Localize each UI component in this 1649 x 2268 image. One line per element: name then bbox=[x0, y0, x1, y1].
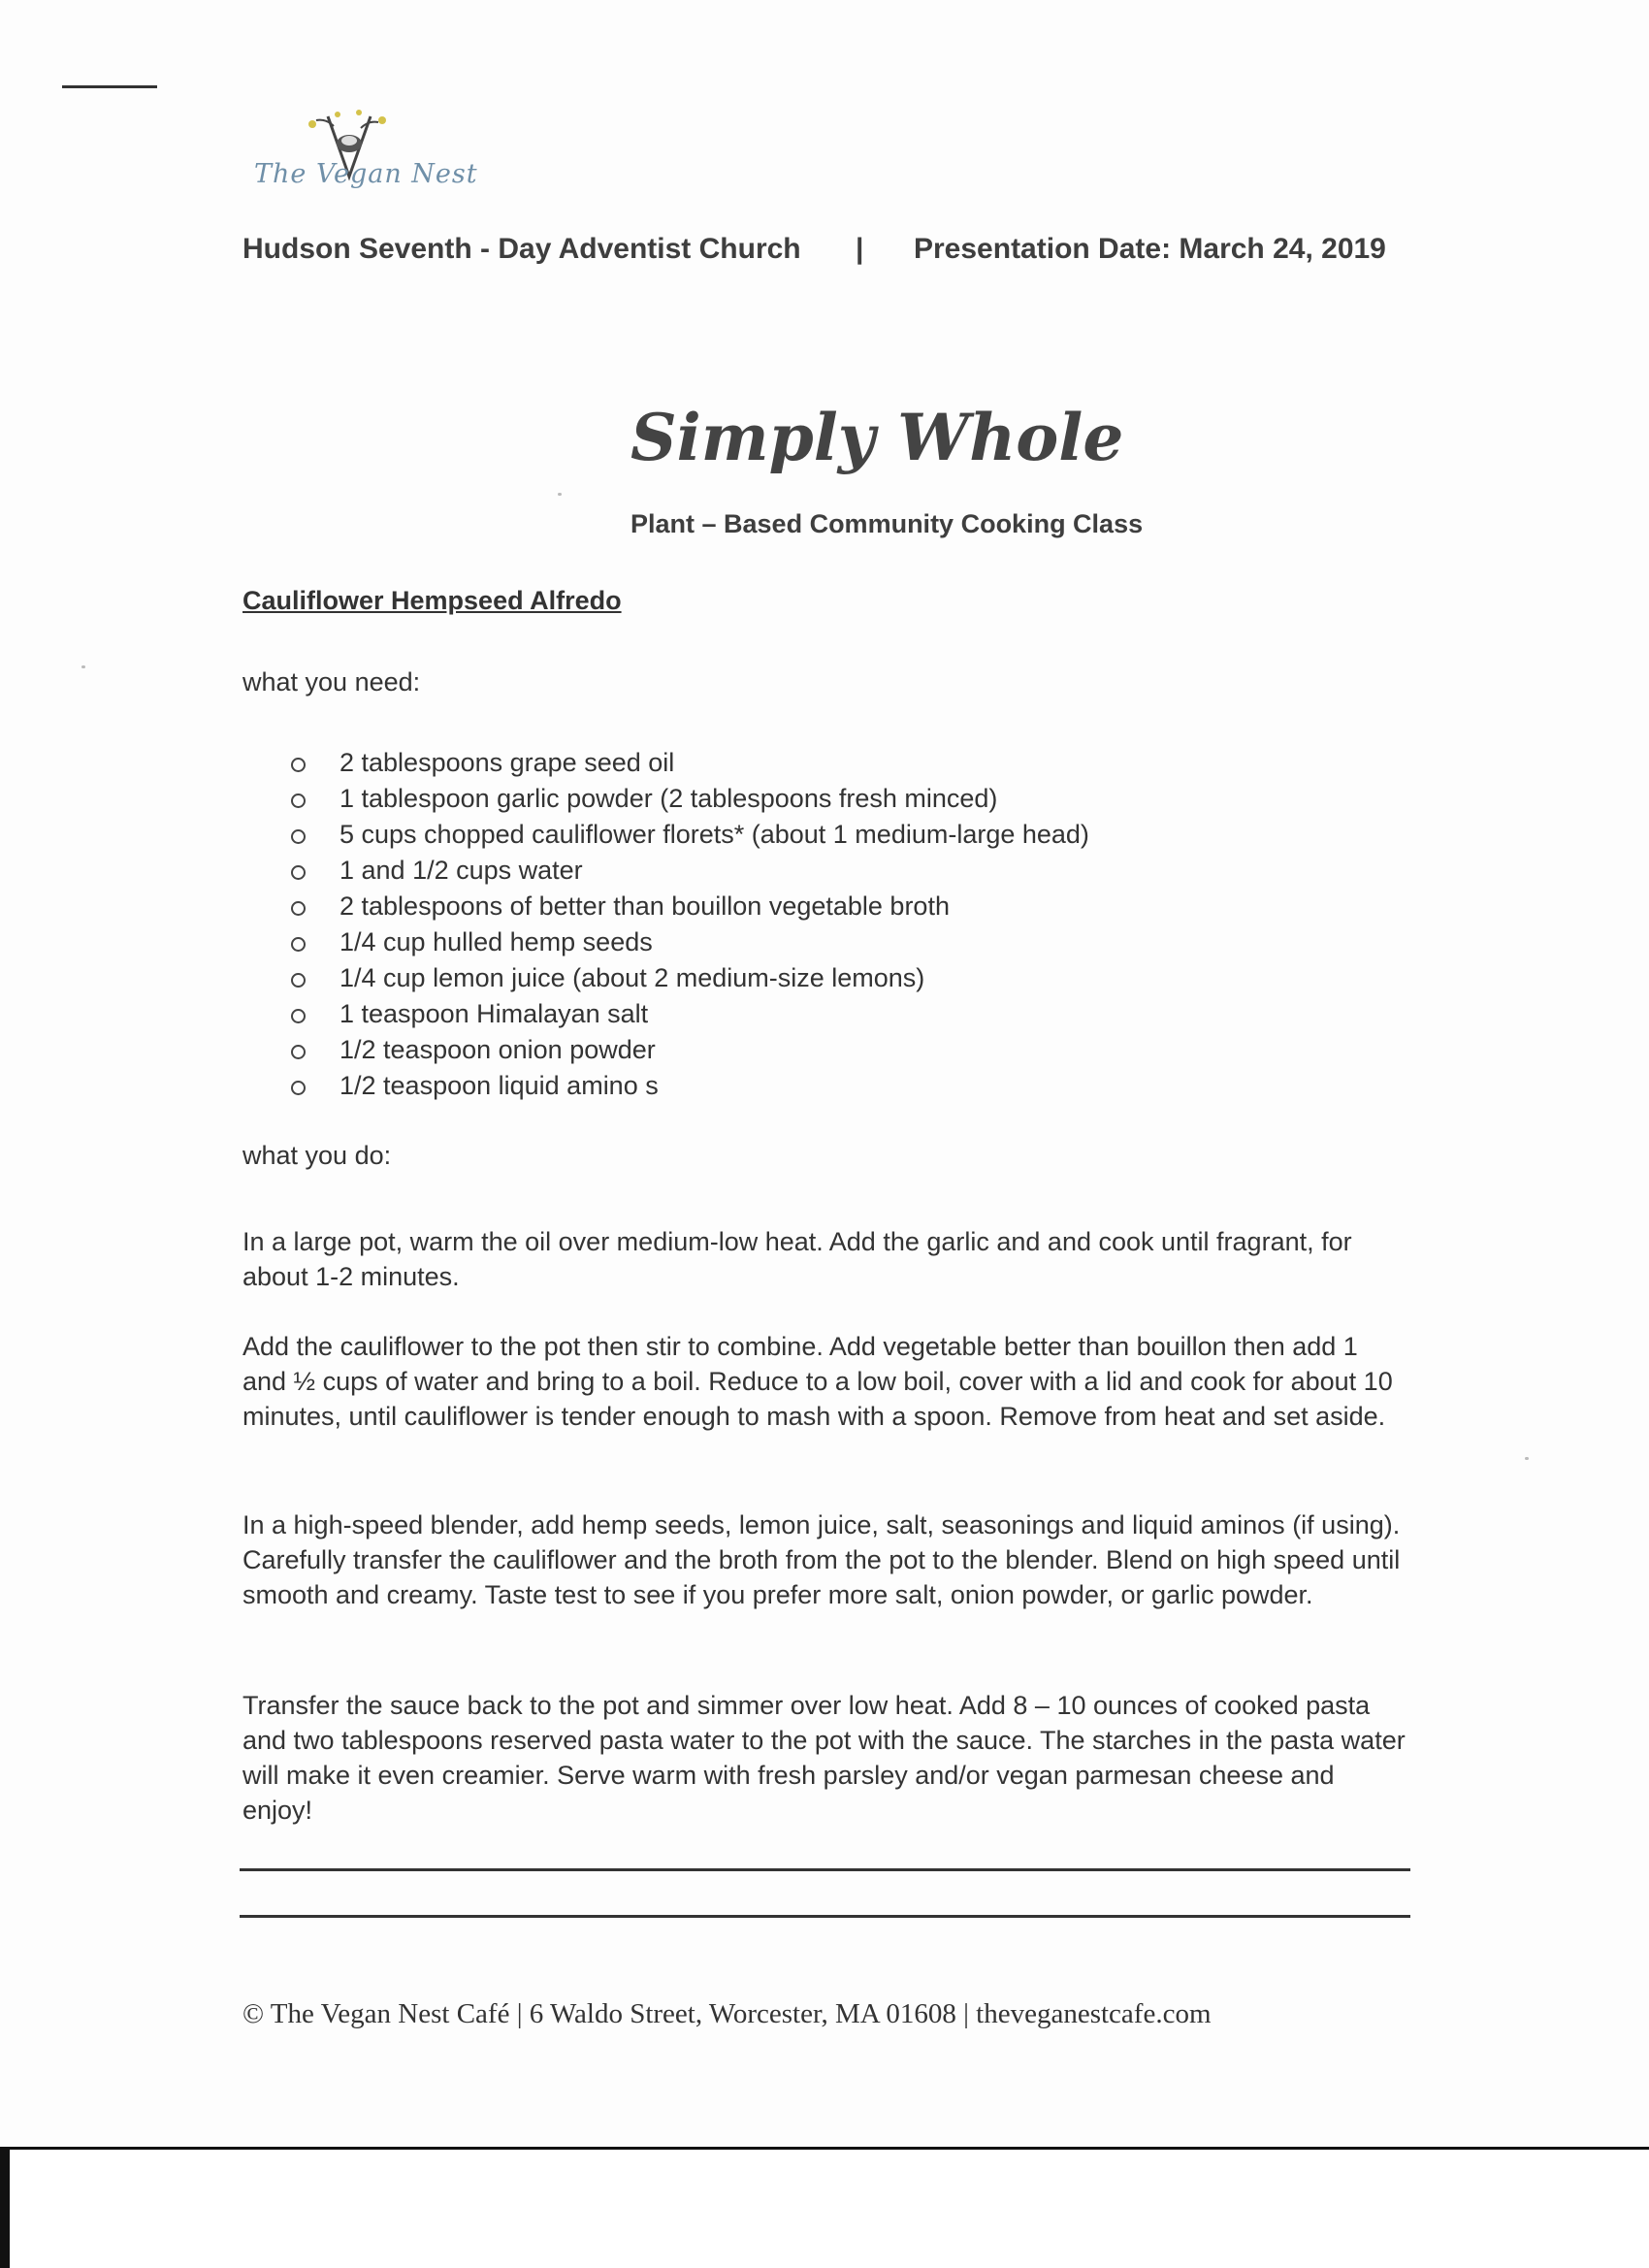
presentation-date: Presentation Date: March 24, 2019 bbox=[914, 233, 1386, 265]
footer-address: © The Vegan Nest Café | 6 Waldo Street, Worcester, MA 01608 | theveganestcafe.com bbox=[242, 1998, 1212, 2029]
bullet-icon bbox=[291, 1081, 306, 1095]
list-item: 1/2 teaspoon liquid amino s bbox=[291, 1068, 1358, 1104]
bullet-icon bbox=[291, 865, 306, 880]
ingredients-heading: what you need: bbox=[242, 667, 421, 697]
page-title: Simply Whole bbox=[630, 400, 1124, 475]
bullet-icon bbox=[291, 1009, 306, 1023]
step-paragraph-2: Add the cauliflower to the pot then stir to combine. Add vegetable better than bouillon then add 1 and ½ cups of water and bring to a boil. Reduce to a low boil, cover with a lid and cook for about 10 minutes, until cauliflower is tender enough to mash with a spoon. Remove from heat and set aside. bbox=[242, 1332, 1393, 1431]
list-item: 5 cups chopped cauliflower florets* (about 1 medium-large head) bbox=[291, 817, 1358, 853]
bullet-icon bbox=[291, 973, 306, 988]
ingredient-list bbox=[291, 745, 1358, 1104]
scan-mark bbox=[62, 85, 157, 88]
scan-edge bbox=[0, 2147, 10, 2268]
scan-speck bbox=[558, 493, 562, 496]
bullet-icon bbox=[291, 758, 306, 772]
list-item: 2 tablespoons of better than bouillon vegetable broth bbox=[291, 889, 1358, 924]
bullet-icon bbox=[291, 794, 306, 808]
list-item: 1/4 cup hulled hemp seeds bbox=[291, 924, 1358, 960]
list-item: 1/4 cup lemon juice (about 2 medium-size lemons) bbox=[291, 960, 1358, 996]
scan-edge bbox=[0, 2147, 1649, 2268]
bullet-icon bbox=[291, 829, 306, 844]
divider-line bbox=[240, 1868, 1410, 1871]
scan-speck bbox=[1525, 1457, 1529, 1460]
list-item: 1 teaspoon Himalayan salt bbox=[291, 996, 1358, 1032]
list-item: 1 tablespoon garlic powder (2 tablespoons fresh minced) bbox=[291, 781, 1358, 817]
list-item: 1 and 1/2 cups water bbox=[291, 853, 1358, 889]
step-paragraph-4: Transfer the sauce back to the pot and simmer over low heat. Add 8 – 10 ounces of cooked pasta and two tablespoons reserved pasta water to the pot with the sauce. The starches in the pasta water will make it even creamier. Serve warm with fresh parsley and/or vegan parmesan cheese and enjoy! bbox=[242, 1691, 1406, 1825]
bullet-icon bbox=[291, 901, 306, 916]
scan-speck bbox=[81, 665, 85, 668]
directions-heading: what you do: bbox=[242, 1141, 392, 1170]
bullet-icon bbox=[291, 1045, 306, 1059]
nest-logo-icon bbox=[254, 109, 516, 206]
divider-line bbox=[240, 1915, 1410, 1918]
page-subtitle: Plant – Based Community Cooking Class bbox=[630, 509, 1144, 538]
logo-text: The Vegan Nest bbox=[254, 159, 478, 189]
logo bbox=[254, 109, 516, 206]
header-separator: | bbox=[856, 233, 864, 265]
step-paragraph-3: In a high-speed blender, add hemp seeds, lemon juice, salt, seasonings and liquid aminos (if using). Carefully transfer the cauliflower and the broth from the pot to the blender. Blend on high speed until smooth and creamy. Taste test to see if you prefer more salt, onion powder, or garlic powder. bbox=[242, 1510, 1401, 1609]
step-paragraph-1: In a large pot, warm the oil over medium-low heat. Add the garlic and and cook until fragrant, for about 1-2 minutes. bbox=[242, 1227, 1352, 1291]
bullet-icon bbox=[291, 937, 306, 952]
list-item: 2 tablespoons grape seed oil bbox=[291, 745, 1358, 781]
church-name: Hudson Seventh - Day Adventist Church bbox=[242, 233, 801, 265]
recipe-title: Cauliflower Hempseed Alfredo bbox=[242, 586, 622, 615]
list-item: 1/2 teaspoon onion powder bbox=[291, 1032, 1358, 1068]
